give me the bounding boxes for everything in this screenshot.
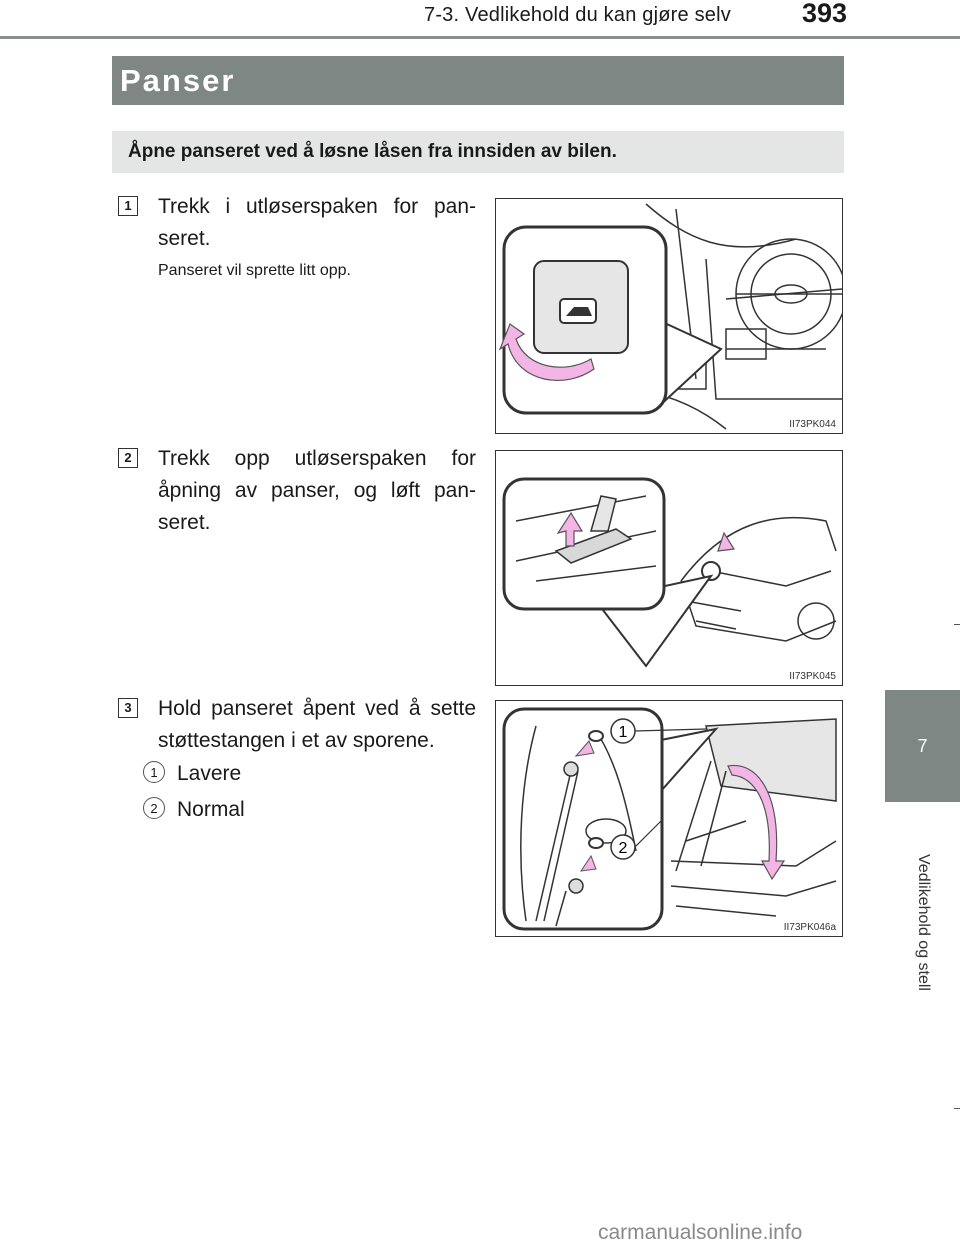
figure-hood-lift — [495, 450, 843, 686]
header-section-label: 7-3. Vedlikehold du kan gjøre selv — [424, 4, 731, 26]
margin-tick — [954, 624, 960, 625]
chapter-tab: 7 — [885, 690, 960, 802]
page-number: 393 — [802, 0, 848, 28]
step-text-3: Hold panseret åpent ved å sette støttestangen i et av sporene. — [158, 697, 476, 752]
step-text-2: Trekk opp utløserspaken for åpning av panser, og løft pan-seret. — [158, 447, 476, 534]
sub-label-lower: Lavere — [177, 762, 242, 785]
figure-support-rod — [495, 700, 843, 937]
step-number-2: 2 — [118, 448, 138, 468]
callout-label-2: 2 — [618, 840, 628, 857]
margin-tick — [954, 1108, 960, 1109]
list-item-normal — [143, 797, 245, 822]
header-rule — [0, 36, 960, 39]
figure-code: II73PK045 — [789, 671, 836, 682]
sub-marker-1: 1 — [143, 761, 165, 783]
step-note-1: Panseret vil sprette litt opp. — [158, 262, 351, 279]
figure-hood-release-lever — [495, 198, 843, 434]
page-title: Panser — [112, 56, 844, 105]
figure-code: II73PK044 — [789, 419, 836, 430]
step-number-3: 3 — [118, 698, 138, 718]
intro-box: Åpne panseret ved å løsne låsen fra innsiden av bilen. — [112, 131, 844, 173]
slot-lower — [589, 731, 603, 741]
step-text-1: Trekk i utløserspaken for pan-seret. — [158, 195, 476, 250]
figure-code: II73PK046a — [783, 922, 836, 933]
slot-normal — [589, 838, 603, 848]
step-number-1: 1 — [118, 196, 138, 216]
list-item-lower — [143, 761, 241, 786]
callout-label-1: 1 — [618, 724, 628, 741]
inset-frame — [504, 709, 662, 929]
sub-label-normal: Normal — [177, 798, 245, 821]
chapter-side-label: Vedlikehold og stell — [915, 854, 932, 991]
sub-marker-2: 2 — [143, 797, 165, 819]
watermark: carmanualsonline.info — [598, 1221, 803, 1244]
lift-arrow — [718, 533, 734, 551]
